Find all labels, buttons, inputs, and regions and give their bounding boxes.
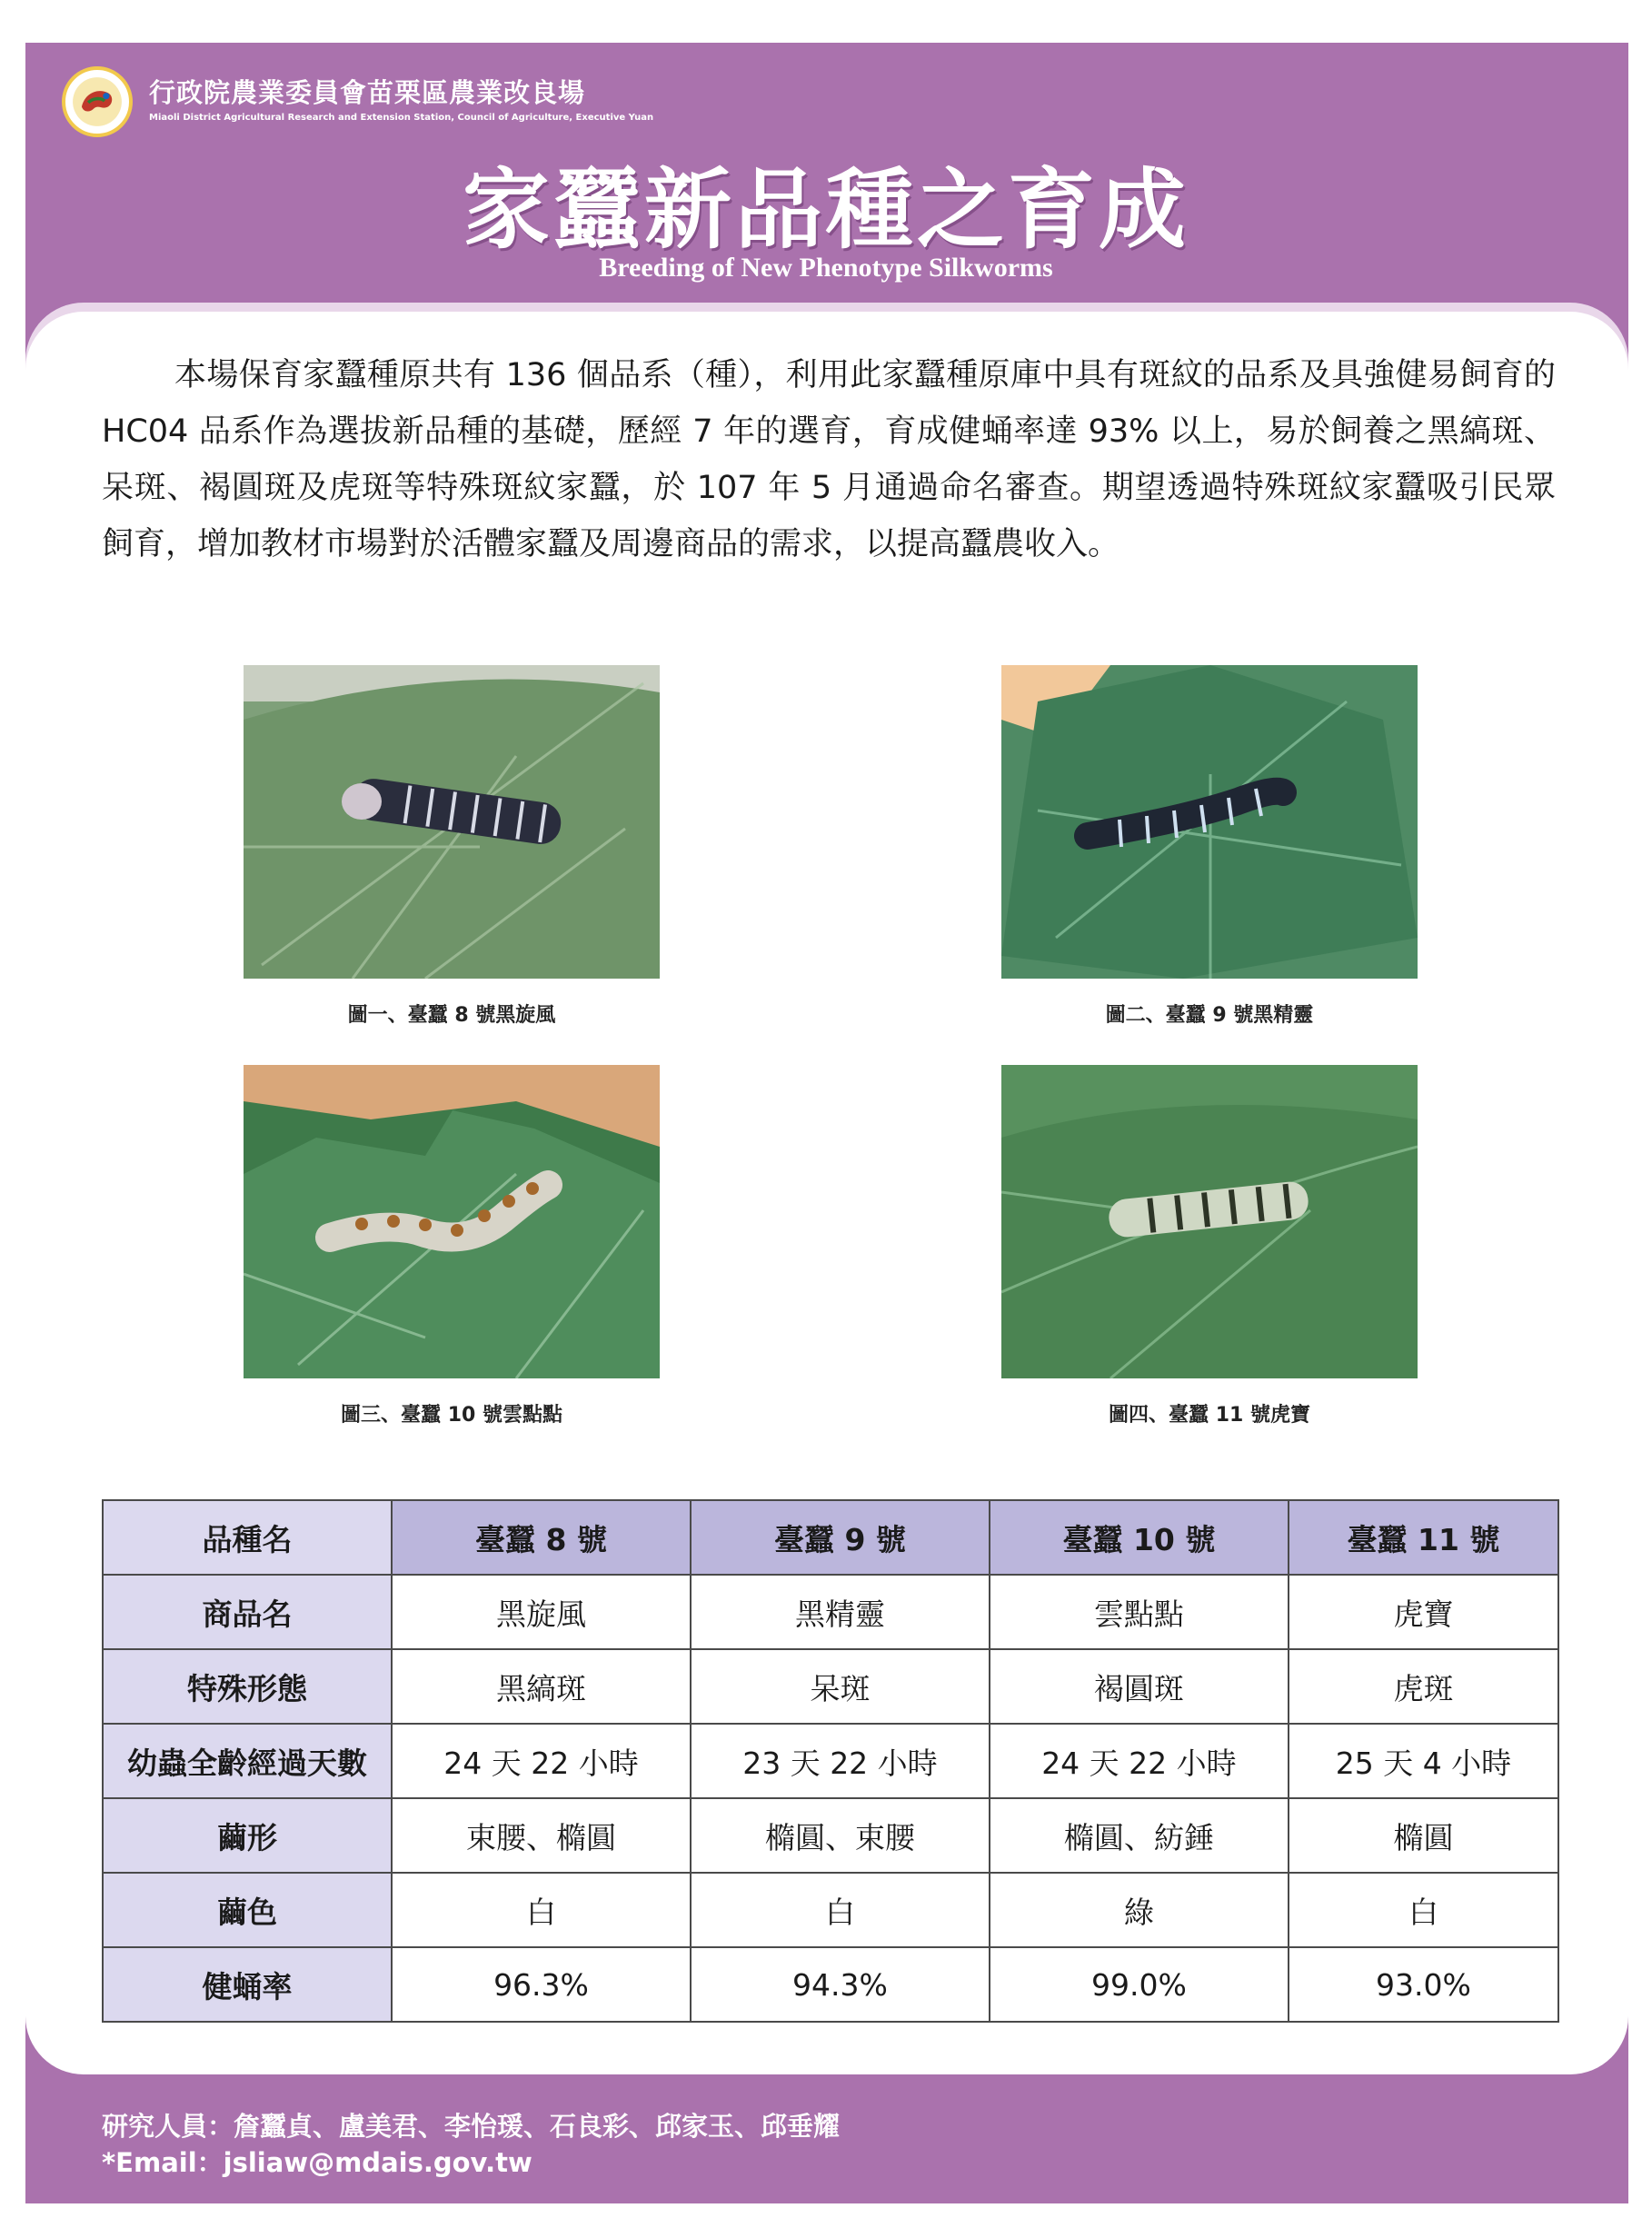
table-cell: 黑縞斑 [392,1649,691,1724]
table-cell: 束腰、橢圓 [392,1798,691,1873]
agency-logo-icon [65,70,129,134]
table-column-header: 臺蠶 8 號 [392,1500,691,1575]
table-row [103,1873,1558,1947]
figure-1-photo [244,665,660,979]
table-cell: 白 [1289,1873,1558,1947]
figure-2-caption: 圖二、臺蠶 9 號黑精靈 [1105,1004,1314,1027]
figure-4-caption: 圖四、臺蠶 11 號虎寶 [1109,1404,1310,1427]
figure-2-photo [1001,665,1418,979]
table-row-header: 健蛹率 [103,1947,392,2022]
table-row [103,1947,1558,2022]
table-corner-cell: 品種名 [103,1500,392,1575]
table-column-header: 臺蠶 10 號 [990,1500,1289,1575]
table-cell: 呆斑 [691,1649,990,1724]
table-row-header: 繭形 [103,1798,392,1873]
page-title: 家蠶新品種之育成 [463,159,1189,261]
silkworm-photo-4 [1001,1065,1418,1378]
table-cell: 25 天 4 小時 [1289,1724,1558,1798]
table-cell: 93.0% [1289,1947,1558,2022]
silkworm-photo-1 [244,665,660,979]
page-subtitle: Breeding of New Phenotype Silkworms [599,253,1053,283]
figure-1-caption: 圖一、臺蠶 8 號黑旋風 [347,1004,556,1027]
table-row-header: 幼蟲全齡經過天數 [103,1724,392,1798]
table-cell: 虎斑 [1289,1649,1558,1724]
table-column-header: 臺蠶 11 號 [1289,1500,1558,1575]
agency-logo [62,66,133,137]
table-cell: 褐圓斑 [990,1649,1289,1724]
table-cell: 24 天 22 小時 [990,1724,1289,1798]
table-cell: 白 [691,1873,990,1947]
silkworm-photo-2 [1001,665,1418,979]
table-cell: 94.3% [691,1947,990,2022]
table-cell: 96.3% [392,1947,691,2022]
table-row-header: 繭色 [103,1873,392,1947]
contact-email[interactable]: *Email：jsliaw@mdais.gov.tw [102,2147,532,2178]
table-row [103,1798,1558,1873]
table-cell: 綠 [990,1873,1289,1947]
table-cell: 虎寶 [1289,1575,1558,1649]
table-row-header: 商品名 [103,1575,392,1649]
table-cell: 99.0% [990,1947,1289,2022]
table-column-header: 臺蠶 9 號 [691,1500,990,1575]
variety-spec-table [102,1499,1559,2023]
table-cell: 雲點點 [990,1575,1289,1649]
table-cell: 橢圓 [1289,1798,1558,1873]
table-row [103,1575,1558,1649]
table-cell: 橢圓、束腰 [691,1798,990,1873]
table-cell: 白 [392,1873,691,1947]
table-cell: 黑旋風 [392,1575,691,1649]
intro-paragraph: 本場保育家蠶種原共有 136 個品系（種），利用此家蠶種原庫中具有斑紋的品系及具強健易飼育的 HC04 品系作為選拔新品種的基礎，歷經 7 年的選育，育成健蛹率達 93% 以上，易於飼養之黑縞斑、呆斑、褐圓斑及虎斑等特殊斑紋家蠶，於 107 年 5 月通過命名審查。期望透過特殊斑紋家蠶吸引民眾飼育，增加教材市場對於活體家蠶及周邊商品的需求，以提高蠶農收入。 [102,357,1556,562]
figure-3-photo [244,1065,660,1378]
table-row-header: 特殊形態 [103,1649,392,1724]
figure-3-caption: 圖三、臺蠶 10 號雲點點 [341,1404,562,1427]
table-row [103,1724,1558,1798]
table-header-row [103,1500,1558,1575]
table-cell: 橢圓、紡錘 [990,1798,1289,1873]
figure-4-photo [1001,1065,1418,1378]
agency-name-zh: 行政院農業委員會苗栗區農業改良場 [149,77,586,108]
agency-name-en: Miaoli District Agricultural Research and Extension Station, Council of Agriculture, Executive Yuan [149,113,654,123]
table-cell: 23 天 22 小時 [691,1724,990,1798]
table-cell: 黑精靈 [691,1575,990,1649]
table-row [103,1649,1558,1724]
silkworm-photo-3 [244,1065,660,1378]
researchers-credit: 研究人員：詹蠶貞、盧美君、李怡瑗、石良彩、邱家玉、邱垂耀 [102,2111,841,2142]
table-cell: 24 天 22 小時 [392,1724,691,1798]
